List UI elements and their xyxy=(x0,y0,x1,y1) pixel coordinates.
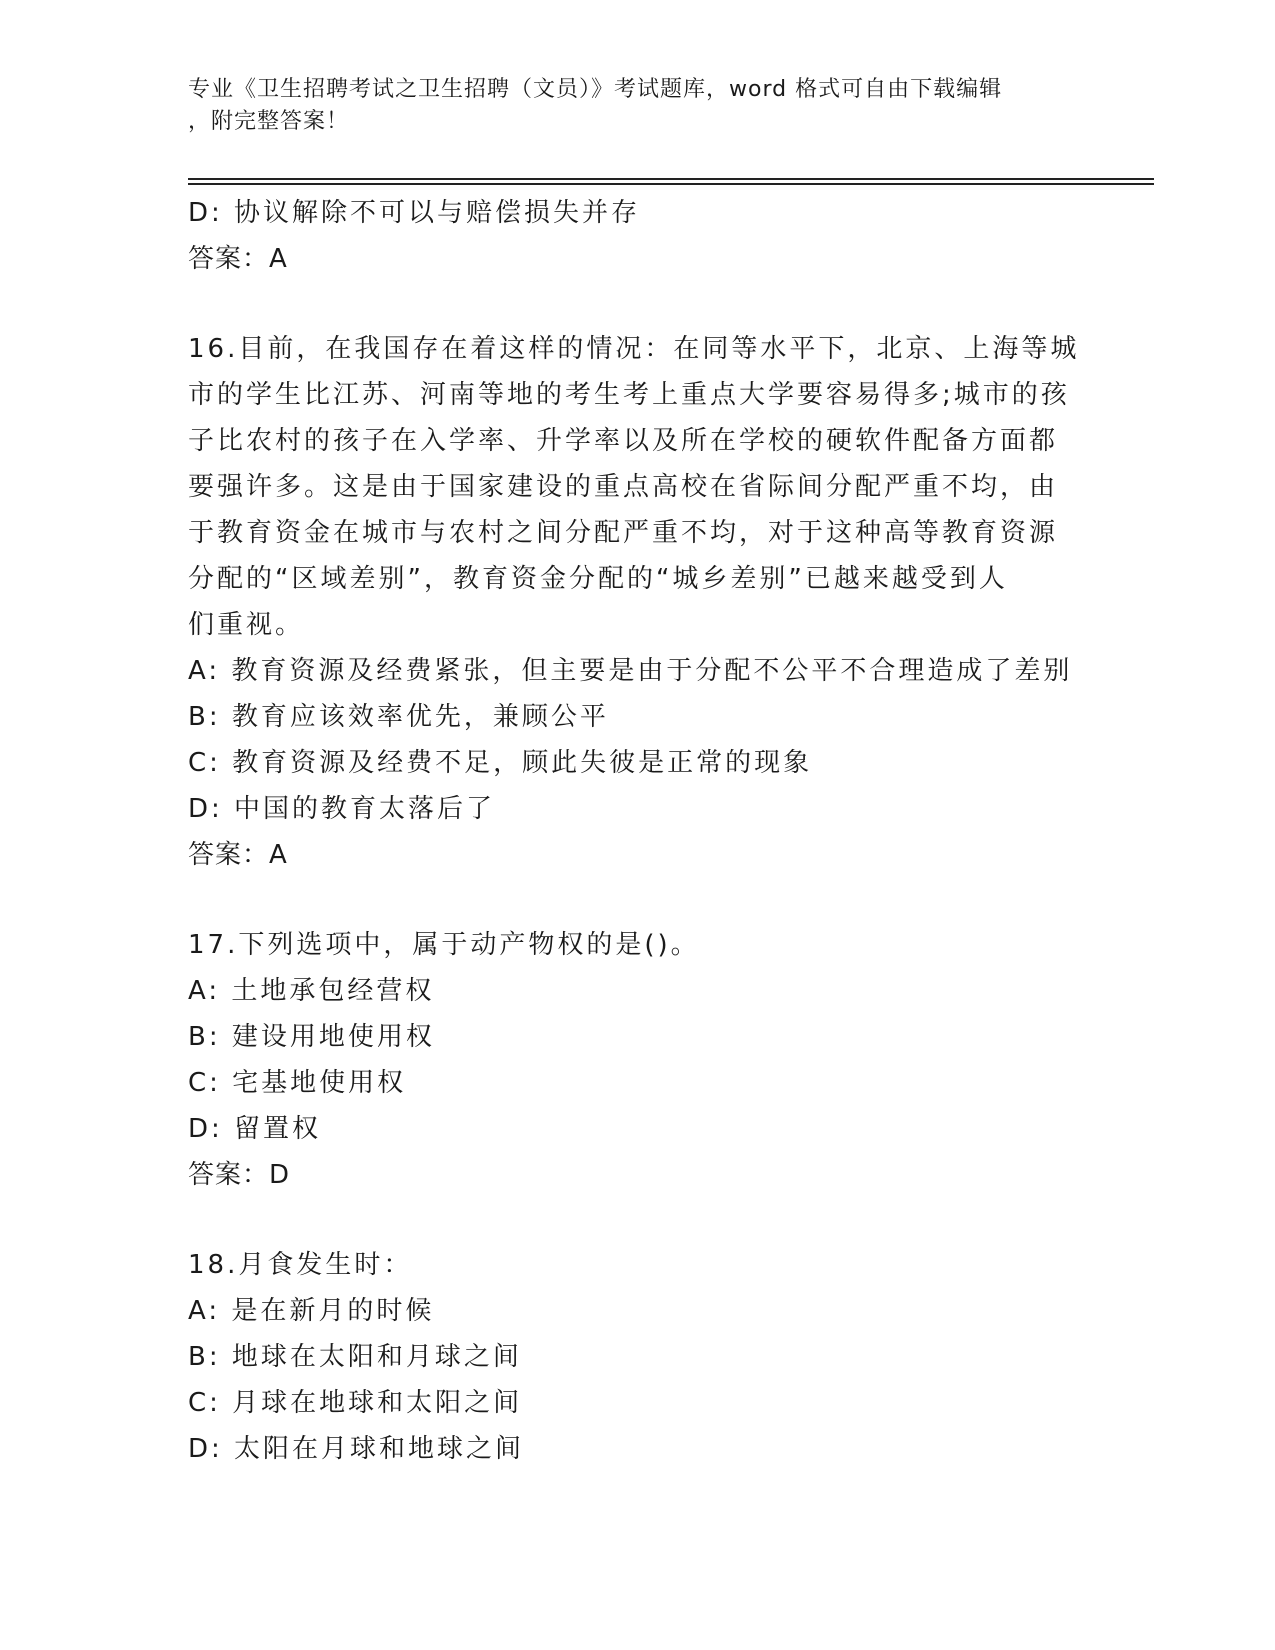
question-16-stem-line: 于教育资金在城市与农村之间分配严重不均，对于这种高等教育资源 xyxy=(188,518,1059,548)
question-16-answer: 答案：A xyxy=(188,840,288,870)
question-18 xyxy=(188,1242,1088,1472)
question-16-stem-line: 16.目前，在我国存在着这样的情况：在同等水平下，北京、上海等城 xyxy=(188,334,1080,364)
question-17 xyxy=(188,922,1088,1198)
question-16-stem-line: 市的学生比江苏、河南等地的考生考上重点大学要容易得多;城市的孩 xyxy=(188,380,1070,410)
question-17-option-c: C: 宅基地使用权 xyxy=(188,1068,407,1098)
question-17-stem: 17.下列选项中，属于动产物权的是()。 xyxy=(188,930,700,960)
header-divider-bottom xyxy=(188,183,1154,185)
question-16-stem-line: 分配的“区域差别”，教育资金分配的“城乡差别”已越来越受到人 xyxy=(188,564,1008,594)
question-16 xyxy=(188,326,1088,878)
header-divider-top xyxy=(188,178,1154,180)
header-line-2: ，附完整答案！ xyxy=(188,109,350,134)
question-18-option-c: C: 月球在地球和太阳之间 xyxy=(188,1388,523,1418)
document-header xyxy=(188,74,1088,138)
question-16-stem-line: 要强许多。这是由于国家建设的重点高校在省际间分配严重不均，由 xyxy=(188,472,1059,502)
question-17-option-d: D: 留置权 xyxy=(188,1114,322,1144)
question-16-option-a: A: 教育资源及经费紧张，但主要是由于分配不公平不合理造成了差别 xyxy=(188,656,1073,686)
prev-option-d: D: 协议解除不可以与赔偿损失并存 xyxy=(188,198,641,228)
question-16-option-d: D: 中国的教育太落后了 xyxy=(188,794,496,824)
spacer xyxy=(188,282,1088,326)
question-16-option-c: C: 教育资源及经费不足，顾此失彼是正常的现象 xyxy=(188,748,813,778)
question-18-option-d: D: 太阳在月球和地球之间 xyxy=(188,1434,525,1464)
spacer xyxy=(188,1198,1088,1242)
prev-answer: 答案：A xyxy=(188,244,288,274)
question-content xyxy=(188,190,1088,1472)
question-16-option-b: B: 教育应该效率优先，兼顾公平 xyxy=(188,702,609,732)
question-17-answer: 答案：D xyxy=(188,1160,291,1190)
spacer xyxy=(188,878,1088,922)
question-18-option-b: B: 地球在太阳和月球之间 xyxy=(188,1342,522,1372)
question-17-option-a: A: 土地承包经营权 xyxy=(188,976,435,1006)
question-18-stem: 18.月食发生时： xyxy=(188,1250,413,1280)
question-17-option-b: B: 建设用地使用权 xyxy=(188,1022,435,1052)
question-16-stem-line: 们重视。 xyxy=(188,610,305,640)
header-line-1: 专业《卫生招聘考试之卫生招聘（文员）》考试题库，word 格式可自由下载编辑 xyxy=(188,77,1003,102)
question-16-stem-line: 子比农村的孩子在入学率、升学率以及所在学校的硬软件配备方面都 xyxy=(188,426,1059,456)
question-18-option-a: A: 是在新月的时候 xyxy=(188,1296,435,1326)
